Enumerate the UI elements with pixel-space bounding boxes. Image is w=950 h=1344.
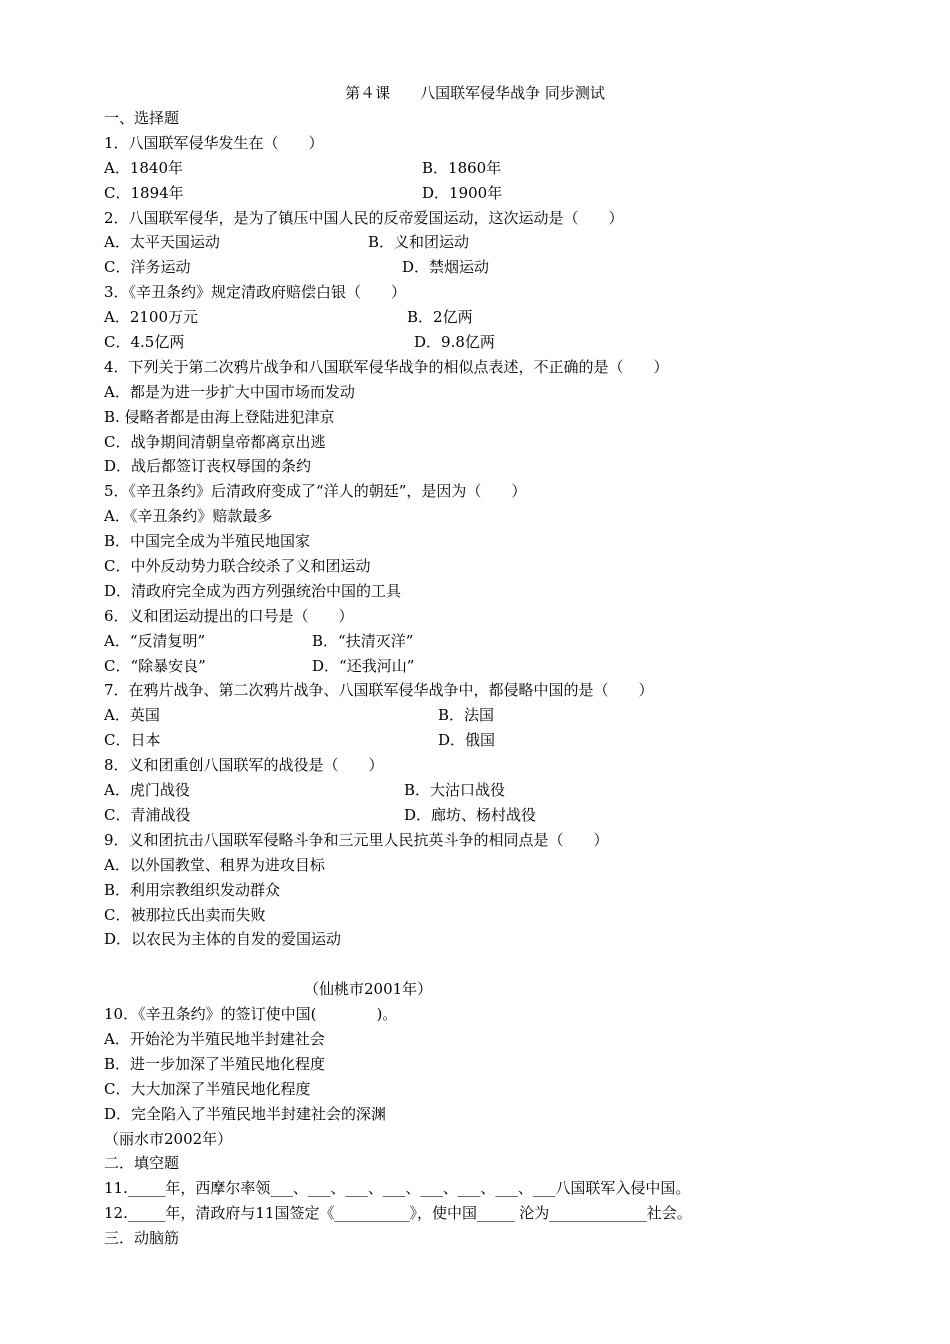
- option-row: [104, 728, 864, 753]
- fill-blank-question: 11._____年，西摩尔率领___、___、___、___、___、___、___、___八国联军入侵中国。: [104, 1179, 691, 1198]
- option-row: [104, 778, 864, 803]
- option-a: A．“反清复明”: [104, 631, 206, 650]
- option-row: [104, 629, 864, 654]
- option-b: B．义和团运动: [368, 233, 470, 252]
- option-row: [104, 654, 864, 679]
- option-b: B．大沽口战役: [404, 781, 506, 800]
- spacer: [104, 952, 864, 977]
- option-b: B．1860年: [422, 158, 502, 177]
- question-stem: 1．八国联军侵华发生在（ ）: [104, 133, 324, 152]
- option-d: D．俄国: [438, 731, 496, 750]
- option-d: D．以农民为主体的自发的爱国运动: [104, 930, 342, 949]
- option-a: A．太平天国运动: [104, 233, 220, 252]
- option-row: [104, 703, 864, 728]
- question-stem: 5．《辛丑条约》后清政府变成了“洋人的朝廷”，是因为（ ）: [104, 482, 527, 501]
- question-source: （仙桃市2001年）: [304, 980, 433, 999]
- section-heading: 二．填空题: [104, 1154, 180, 1173]
- option-c: C．日本: [104, 731, 161, 750]
- option-c: C．中外反动势力联合绞杀了义和团运动: [104, 557, 371, 576]
- section-heading: 一、选择题: [104, 109, 180, 127]
- option-c: C．洋务运动: [104, 258, 191, 277]
- option-d: D．9.8亿两: [414, 333, 495, 352]
- option-b: B. 侵略者都是由海上登陆进犯津京: [104, 407, 335, 426]
- question-stem: 8．义和团重创八国联军的战役是（ ）: [104, 756, 384, 775]
- option-a: A．《辛丑条约》赔款最多: [104, 507, 273, 526]
- option-c: C．被那拉氏出卖而失败: [104, 905, 266, 924]
- option-b: B．法国: [438, 706, 495, 725]
- question-stem: 9．义和团抗击八国联军侵略斗争和三元里人民抗英斗争的相同点是（ ）: [104, 830, 609, 849]
- option-a: A．虎门战役: [104, 781, 190, 800]
- option-row: [104, 181, 864, 206]
- question-stem: 4．下列关于第二次鸦片战争和八国联军侵华战争的相似点表述，不正确的是（ ）: [104, 357, 669, 376]
- option-d: D．廊坊、杨村战役: [404, 805, 537, 824]
- option-d: D．1900年: [422, 183, 503, 202]
- option-c: C．战争期间清朝皇帝都离京出逃: [104, 432, 326, 451]
- option-a: A．都是为进一步扩大中国市场而发动: [104, 382, 355, 401]
- question-stem: 6．义和团运动提出的口号是（ ）: [104, 606, 354, 625]
- fill-blank-question: 12._____年，清政府与11国签定《__________》，使中国_____ 沦为_____________社会。: [104, 1204, 692, 1223]
- option-row: [104, 330, 864, 355]
- option-b: B．中国完全成为半殖民地国家: [104, 532, 311, 551]
- option-d: D．完全陷入了半殖民地半封建社会的深渊: [104, 1104, 387, 1123]
- question-stem: 7．在鸦片战争、第二次鸦片战争、八国联军侵华战争中，都侵略中国的是（ ）: [104, 681, 654, 700]
- option-b: B．进一步加深了半殖民地化程度: [104, 1054, 326, 1073]
- section-heading: 三．动脑筋: [104, 1229, 180, 1248]
- question-stem: 3．《辛丑条约》规定清政府赔偿白银（ ）: [104, 283, 407, 302]
- option-c: C．4.5亿两: [104, 333, 185, 352]
- question-stem: 10．《辛丑条约》的签订使中国( )。: [104, 1005, 398, 1024]
- option-b: B．“扶清灭洋”: [312, 631, 414, 650]
- option-a: A．开始沦为半殖民地半封建社会: [104, 1029, 325, 1048]
- option-a: A．2100万元: [104, 308, 199, 327]
- option-row: [104, 305, 864, 330]
- question-list: [104, 106, 864, 1251]
- option-row: [104, 255, 864, 280]
- option-c: C．青浦战役: [104, 805, 191, 824]
- question-stem: 2．八国联军侵华，是为了镇压中国人民的反帝爱国运动，这次运动是（ ）: [104, 208, 624, 227]
- option-c: C．“除暴安良”: [104, 656, 206, 675]
- option-row: [104, 156, 864, 181]
- question-source: （丽水市2002年）: [104, 1129, 233, 1148]
- option-b: B．利用宗教组织发动群众: [104, 880, 281, 899]
- option-a: A．1840年: [104, 158, 184, 177]
- page-title: 第４课 八国联军侵华战争 同步测试: [345, 84, 605, 102]
- option-d: D．“还我河山”: [312, 656, 415, 675]
- option-row: [104, 803, 864, 828]
- option-a: A．英国: [104, 706, 160, 725]
- option-c: C．1894年: [104, 183, 184, 202]
- option-d: D．禁烟运动: [402, 258, 490, 277]
- option-b: B．2亿两: [407, 308, 473, 327]
- option-c: C．大大加深了半殖民地化程度: [104, 1079, 311, 1098]
- option-a: A．以外国教堂、租界为进攻目标: [104, 855, 325, 874]
- option-d: D．清政府完全成为西方列强统治中国的工具: [104, 581, 402, 600]
- option-row: [104, 230, 864, 255]
- option-d: D．战后都签订丧权辱国的条约: [104, 457, 312, 476]
